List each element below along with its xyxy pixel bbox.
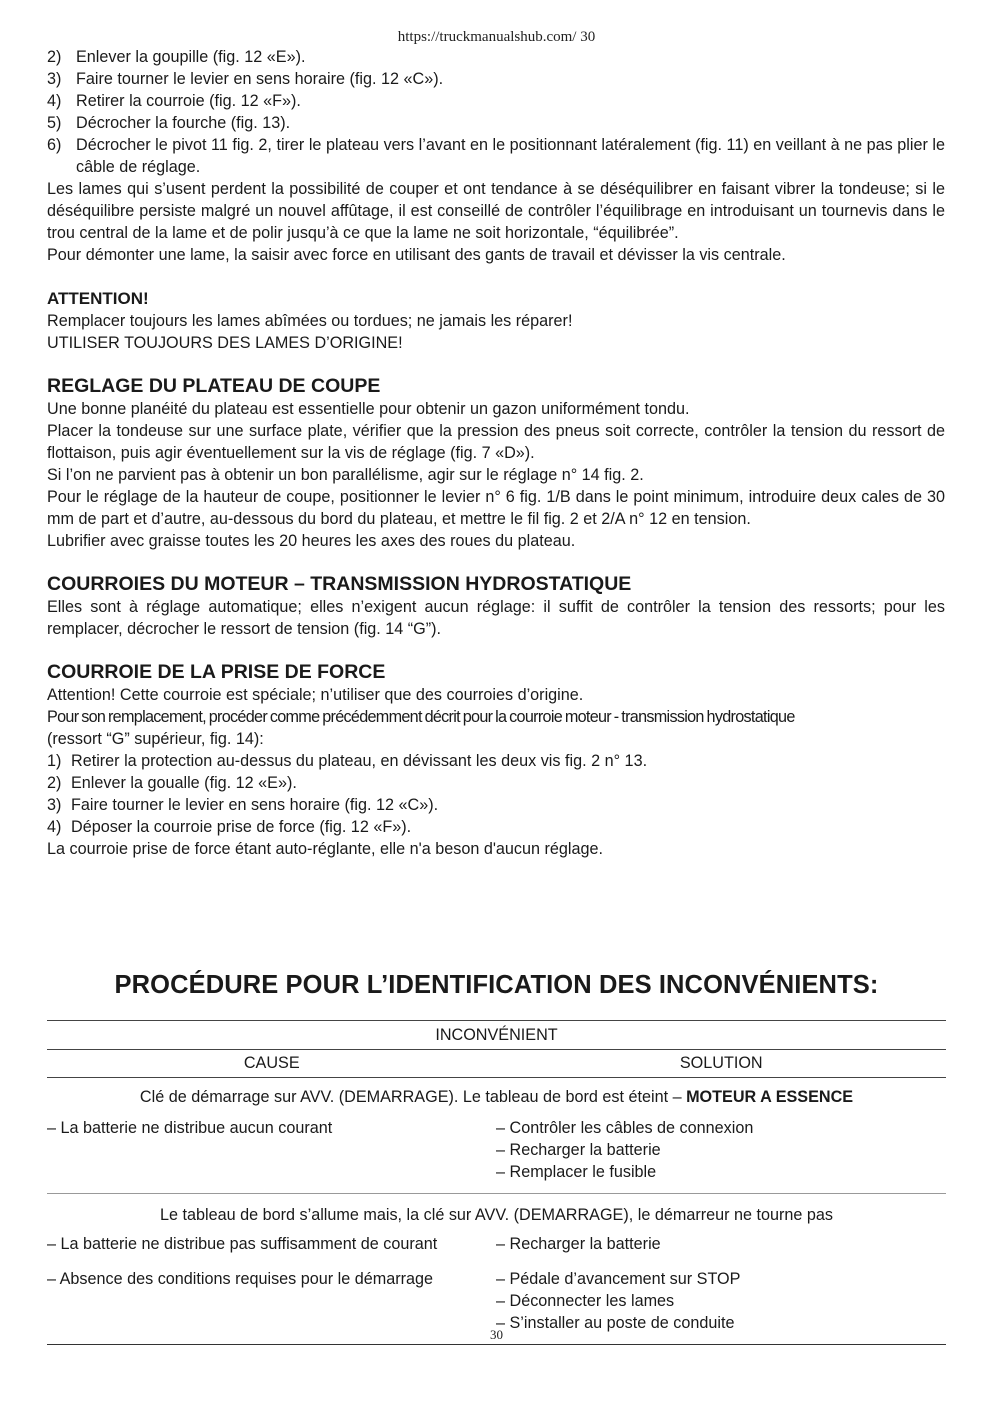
troubleshooting-table bbox=[47, 1020, 946, 1345]
cause-cell: – La batterie ne distribue pas suffisamment de courant bbox=[47, 1235, 438, 1253]
step-text: Enlever la goualle (fig. 12 «E»). bbox=[71, 774, 297, 792]
blades-paragraph: Les lames qui s’usent perdent la possibilité de couper et ont tendance à se déséquilibrer en faisant vibrer la tondeuse; si le déséquilibre persiste malgré un nouvel affûtage, il est conseillé de contrôler l’équilibrage en introduisant un tournevis dans le trou central de la lame et de polir jusqu’à ce que la lame ne soit horizontale, “équilibrée”. bbox=[47, 180, 945, 242]
cause-cell: – Absence des conditions requises pour le démarrage bbox=[47, 1270, 434, 1288]
condition-text: Le tableau de bord s’allume mais, la clé sur AVV. (DEMARRAGE), le démarreur ne tourne pas bbox=[160, 1206, 833, 1224]
blades-removal-paragraph: Pour démonter une lame, la saisir avec force en utilisant des gants de travail et dévisser la vis centrale. bbox=[47, 246, 786, 264]
step-text: Décrocher la fourche (fig. 13). bbox=[76, 114, 291, 132]
step-number: 2) bbox=[47, 48, 62, 66]
list-item bbox=[47, 794, 945, 816]
paragraph: Pour son remplacement, procéder comme précédemment décrit pour la courroie moteur - transmission hydrostatique bbox=[47, 708, 795, 726]
step-text: Retirer la protection au-dessus du plateau, en dévissant les deux vis fig. 2 n° 13. bbox=[71, 752, 648, 770]
paragraph: Lubrifier avec graisse toutes les 20 heures les axes des roues du plateau. bbox=[47, 532, 576, 550]
column-header-solution: SOLUTION bbox=[679, 1054, 763, 1072]
paragraph: La courroie prise de force étant auto-réglante, elle n'a beson d'aucun réglage. bbox=[47, 840, 604, 858]
list-item bbox=[47, 134, 945, 178]
paragraph: Attention! Cette courroie est spéciale; n’utiliser que des courroies d’origine. bbox=[47, 686, 584, 704]
main-content bbox=[47, 46, 945, 860]
list-item bbox=[47, 816, 945, 838]
cause-cell: – La batterie ne distribue aucun courant bbox=[47, 1119, 333, 1137]
column-header-inconvenient: INCONVÉNIENT bbox=[435, 1026, 558, 1044]
solution-item: – Pédale d’avancement sur STOP bbox=[496, 1270, 741, 1288]
solution-item: – Remplacer le fusible bbox=[496, 1163, 657, 1181]
solution-cell bbox=[496, 1117, 946, 1183]
condition-bold-text: MOTEUR A ESSENCE bbox=[686, 1088, 854, 1106]
list-item bbox=[47, 90, 945, 112]
step-number: 3) bbox=[47, 796, 62, 814]
solution-cell bbox=[496, 1233, 946, 1255]
attention-line: Remplacer toujours les lames abîmées ou tordues; ne jamais les réparer! bbox=[47, 312, 573, 330]
condition-text: Clé de démarrage sur AVV. (DEMARRAGE). Le tableau de bord est éteint – bbox=[139, 1088, 687, 1106]
table-row bbox=[47, 1233, 946, 1268]
solution-item: – Déconnecter les lames bbox=[496, 1292, 675, 1310]
attention-heading: ATTENTION! bbox=[47, 289, 149, 308]
procedure-title: PROCÉDURE POUR L’IDENTIFICATION DES INCONVÉNIENTS: bbox=[114, 971, 879, 999]
paragraph: Pour le réglage de la hauteur de coupe, positionner le levier n° 6 fig. 1/B dans le point minimum, introduire deux cales de 30 mm de part et d’autre, au-dessous du bord du plateau, et mettre le fil fig. 2 et 2/A n° 12 en tension. bbox=[47, 488, 945, 528]
condition-row bbox=[47, 1078, 946, 1117]
step-text: Déposer la courroie prise de force (fig. 12 «F»). bbox=[71, 818, 412, 836]
step-text: Faire tourner le levier en sens horaire (fig. 12 «C»). bbox=[71, 796, 439, 814]
column-header-cause: CAUSE bbox=[243, 1054, 300, 1072]
step-number: 5) bbox=[47, 114, 62, 132]
paragraph: Placer la tondeuse sur une surface plate, vérifier que la pression des pneus soit correcte, contrôler la tension du ressort de flottaison, puis agir éventuellement sur la vis de réglage (fig. 7 «D»). bbox=[47, 422, 945, 462]
step-number: 6) bbox=[47, 136, 62, 154]
list-item bbox=[47, 772, 945, 794]
paragraph: Elles sont à réglage automatique; elles n’exigent aucun réglage: il suffit de contrôler la tension des ressorts; pour les remplacer, décrocher le ressort de tension (fig. 14 “G”). bbox=[47, 598, 945, 638]
step-number: 3) bbox=[47, 70, 62, 88]
paragraph: Une bonne planéité du plateau est essentielle pour obtenir un gazon uniformément tondu. bbox=[47, 400, 690, 418]
page-number: 30 bbox=[490, 1327, 503, 1342]
step-number: 2) bbox=[47, 774, 62, 792]
pto-steps-list bbox=[47, 750, 945, 838]
solution-item: – S’installer au poste de conduite bbox=[496, 1314, 735, 1332]
section-heading-courroies: COURROIES DU MOTEUR – TRANSMISSION HYDROSTATIQUE bbox=[47, 573, 632, 595]
step-number: 4) bbox=[47, 92, 62, 110]
table-row bbox=[47, 1117, 946, 1193]
solution-item: – Contrôler les câbles de connexion bbox=[496, 1119, 754, 1137]
header-url: https://truckmanualshub.com/ 30 bbox=[397, 29, 596, 45]
removal-steps-list bbox=[47, 46, 945, 178]
attention-line: UTILISER TOUJOURS DES LAMES D’ORIGINE! bbox=[47, 334, 403, 352]
list-item bbox=[47, 46, 945, 68]
step-text: Décrocher le pivot 11 fig. 2, tirer le plateau vers l’avant en le positionnant latéralement (fig. 11) en veillant à ne pas plier le câble de réglage. bbox=[76, 136, 945, 176]
step-text: Faire tourner le levier en sens horaire (fig. 12 «C»). bbox=[76, 70, 444, 88]
step-number: 1) bbox=[47, 752, 62, 770]
condition-row bbox=[47, 1194, 946, 1233]
section-heading-reglage: REGLAGE DU PLATEAU DE COUPE bbox=[47, 375, 381, 397]
step-number: 4) bbox=[47, 818, 62, 836]
step-text: Retirer la courroie (fig. 12 «F»). bbox=[76, 92, 301, 110]
solution-cell bbox=[496, 1268, 946, 1334]
paragraph: (ressort “G” supérieur, fig. 14): bbox=[47, 730, 264, 748]
list-item bbox=[47, 68, 945, 90]
list-item bbox=[47, 750, 945, 772]
table-header-row bbox=[47, 1050, 946, 1077]
solution-item: – Recharger la batterie bbox=[496, 1235, 661, 1253]
section-heading-prise-de-force: COURROIE DE LA PRISE DE FORCE bbox=[47, 661, 386, 683]
step-text: Enlever la goupille (fig. 12 «E»). bbox=[76, 48, 306, 66]
solution-item: – Recharger la batterie bbox=[496, 1141, 661, 1159]
table-rule bbox=[47, 1344, 946, 1345]
paragraph: Si l’on ne parvient pas à obtenir un bon parallélisme, agir sur le réglage n° 14 fig. 2. bbox=[47, 466, 644, 484]
list-item bbox=[47, 112, 945, 134]
